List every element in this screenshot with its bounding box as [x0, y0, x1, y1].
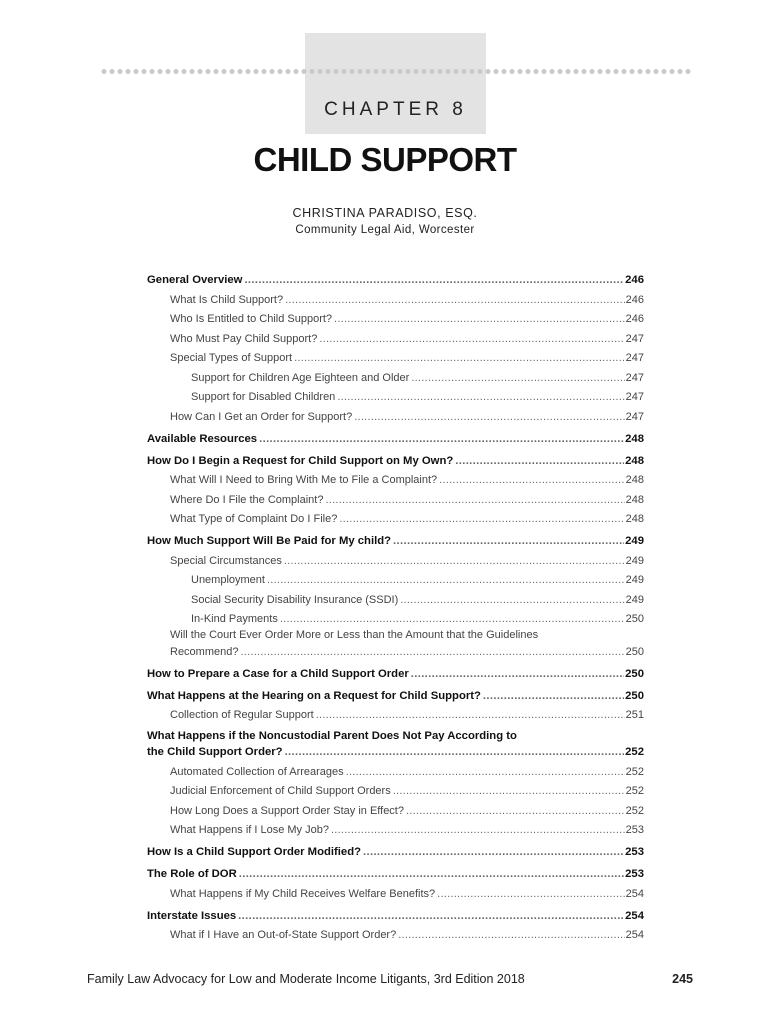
toc-section: What Happens if the Noncustodial Parent Does Not Pay According to: [147, 730, 517, 742]
table-of-contents: [147, 264, 644, 941]
page-footer: [87, 972, 693, 986]
toc-entry: In-Kind Payments . . . 250: [147, 606, 644, 626]
toc-entry: What Type of Complaint Do I File? . . . 248: [147, 506, 644, 526]
toc-entry: What Happens if My Child Receives Welfare Benefits? . . . 254: [147, 880, 644, 900]
chapter-title: CHILD SUPPORT: [253, 141, 517, 178]
chapter-label: CHAPTER 8: [324, 99, 467, 120]
toc-section: The Role of DOR . . . 253: [147, 858, 644, 880]
toc-entry: Who Is Entitled to Child Support? . . . 246: [147, 306, 644, 326]
toc-entry: Collection of Regular Support . . . 251: [147, 702, 644, 722]
toc-section: the Child Support Order? . . . 252: [147, 742, 644, 758]
toc-section: How Is a Child Support Order Modified? . . . 253: [147, 836, 644, 858]
toc-entry: Judicial Enforcement of Child Support Orders . . . 252: [147, 778, 644, 798]
toc-entry: Will the Court Ever Order More or Less than the Amount that the Guidelines: [170, 629, 539, 641]
toc-section: How to Prepare a Case for a Child Support Order . . . 250: [147, 658, 644, 680]
toc-entry: Special Types of Support . . . 247: [147, 345, 644, 365]
toc-entry: Social Security Disability Insurance (SSDI) . . . 249: [147, 586, 644, 606]
author-name: CHRISTINA PARADISO, ESQ.: [292, 206, 478, 220]
toc-section: How Do I Begin a Request for Child Support on My Own? . . . 248: [147, 445, 644, 467]
page-number: 245: [672, 972, 693, 986]
decorative-dot-rule: [100, 68, 693, 75]
toc-section: Interstate Issues . . . 254: [147, 900, 644, 922]
toc-section: How Much Support Will Be Paid for My child? . . . 249: [147, 525, 644, 547]
toc-entry: How Can I Get an Order for Support? . . . 247: [147, 403, 644, 423]
toc-entry: What Is Child Support? . . . 246: [147, 286, 644, 306]
book-title: Family Law Advocacy for Low and Moderate Income Litigants, 3rd Edition 2018: [87, 972, 525, 986]
toc-entry: General Overview . . . 246: [147, 264, 644, 286]
toc-entry: Special Circumstances . . . 249: [147, 547, 644, 567]
toc-entry: What Happens if I Lose My Job? . . . 253: [147, 817, 644, 837]
toc-entry: Support for Children Age Eighteen and Older . . . 247: [147, 364, 644, 384]
toc-entry: Recommend? . . . 250: [147, 641, 644, 658]
toc-entry: Who Must Pay Child Support? . . . 247: [147, 325, 644, 345]
toc-entry: Where Do I File the Complaint? . . . 248: [147, 486, 644, 506]
author-organization: Community Legal Aid, Worcester: [295, 224, 475, 236]
toc-entry: Automated Collection of Arrearages . . . 252: [147, 758, 644, 778]
toc-section: What Happens at the Hearing on a Request for Child Support? . . . 250: [147, 680, 644, 702]
toc-entry: How Long Does a Support Order Stay in Effect? . . . 252: [147, 797, 644, 817]
toc-entry: Unemployment . . . 249: [147, 567, 644, 587]
toc-entry: What if I Have an Out-of-State Support Order? . . . 254: [147, 922, 644, 942]
toc-section: Available Resources . . . 248: [147, 423, 644, 445]
toc-entry: What Will I Need to Bring With Me to File a Complaint? . . . 248: [147, 467, 644, 487]
toc-entry: Support for Disabled Children . . . 247: [147, 384, 644, 404]
